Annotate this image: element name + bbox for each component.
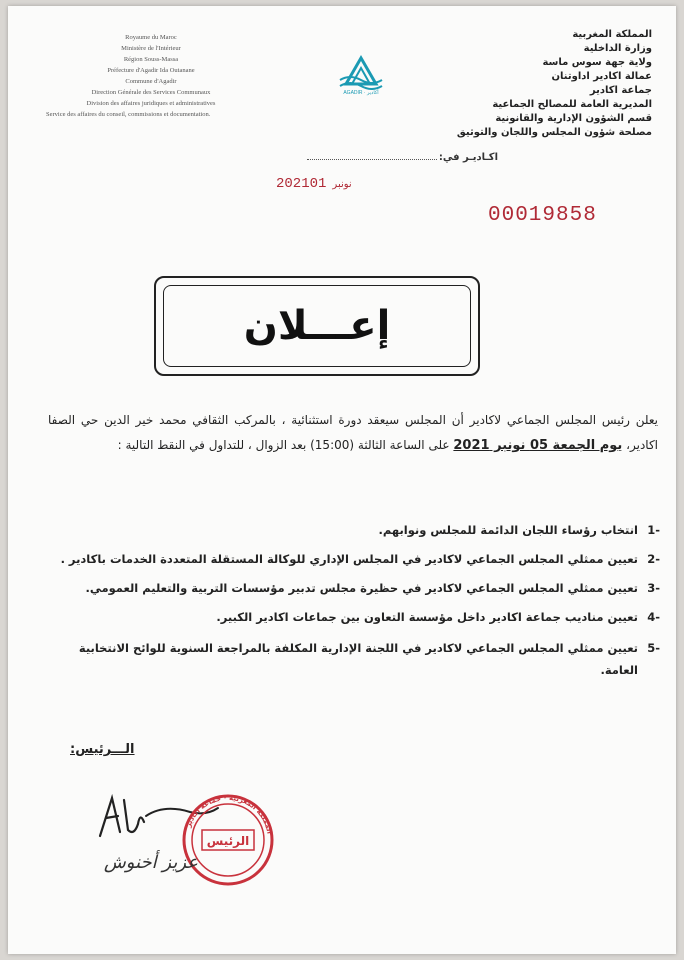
letterhead-line: Région Souss-Massa: [123, 56, 179, 63]
agenda-item: [60, 579, 660, 597]
letterhead-line: المديرية العامة للمصالح الجماعية: [492, 99, 652, 110]
meeting-date: يوم الجمعة 05 نونبر 2021: [453, 438, 623, 453]
letterhead-line: عمالة اكادير اداوتنان: [551, 71, 652, 82]
letterhead-line: المملكة المغربية: [572, 29, 652, 40]
letterhead-line: Royaume du Maroc: [125, 34, 177, 41]
agenda-list: [60, 521, 660, 692]
agenda-number: -3: [647, 581, 660, 595]
date-stamp: [276, 176, 396, 192]
body-text-2: على الساعة الثالثة (15:00) بعد الزوال ، للتداول في النقط التالية :: [117, 438, 454, 452]
date-blank: [307, 159, 437, 160]
letterhead-line: Commune d'Agadir: [125, 78, 177, 85]
agenda-text: انتخاب رؤساء اللجان الدائمة للمجلس ونوابهم.: [378, 523, 638, 537]
body-text-1: يعلن رئيس المجلس الجماعي لاكادير أن المجلس سيعقد دورة استثنائية ، بالمركب الثقافي محمد خير الدين حي الصفا اكادير،: [48, 413, 658, 452]
document-page: [8, 6, 676, 954]
french-letterhead: [46, 32, 256, 120]
agenda-text: تعيين ممثلي المجلس الجماعي لاكادير في حظيرة مجلس تدبير مؤسسات التربية والتعليم العمومي.: [85, 581, 638, 595]
date-stamp-day: 01: [309, 176, 327, 192]
agenda-number: -2: [647, 552, 660, 566]
agenda-text: تعيين ممثلي المجلس الجماعي لاكادير في المجلس الإداري للوكالة المستقلة المتعددة الخدمات باكادير .: [60, 552, 638, 566]
agenda-text: تعيين مناديب جماعة اكادير داخل مؤسسة التعاون بين جماعات اكادير الكبير.: [216, 610, 638, 624]
title-frame: [154, 276, 480, 376]
letterhead-line: وزارة الداخلية: [583, 43, 652, 54]
page-title: إعـــلان: [243, 303, 391, 349]
president-label: الـــرئيس:: [70, 742, 135, 757]
letterhead-line: Préfecture d'Agadir Ida Outanane: [107, 67, 195, 74]
agenda-number: -5: [647, 641, 660, 655]
city-label: اكـاديـر في:: [438, 152, 498, 163]
signer-name: عزيز أخنوش: [103, 852, 198, 873]
letterhead-line: Division des affaires juridiques et administratives: [86, 100, 216, 107]
agenda-text: تعيين ممثلي المجلس الجماعي لاكادير في اللجنة الإدارية المكلفة بالمراجعة السنوية للوائح الانتخابية العامة.: [78, 641, 638, 677]
city-date-line: [278, 152, 498, 163]
date-stamp-month: نونبر: [332, 179, 352, 190]
letterhead-line: مصلحة شؤون المجلس واللجان والتوثيق: [456, 127, 652, 138]
seal-center-text: الرئيس: [206, 834, 250, 848]
reference-number: 00019858: [488, 204, 597, 227]
logo-caption: AGADIR · أكادير: [343, 90, 379, 96]
agenda-item: [60, 608, 660, 626]
seal-ring-text: المملكة المغربية · جماعة اكادير: [184, 793, 274, 835]
letterhead-line: Direction Générale des Services Communaux: [91, 89, 211, 96]
official-seal: [180, 792, 276, 888]
agenda-item: [60, 521, 660, 539]
letterhead-line: ولاية جهة سوس ماسة: [542, 57, 652, 68]
agenda-item: [60, 550, 660, 568]
letterhead-line: جماعة اكادير: [589, 85, 652, 96]
announcement-body: [48, 408, 658, 458]
agenda-number: -4: [647, 610, 660, 624]
title-frame-inner: [163, 285, 471, 367]
letterhead-line: Service des affaires du conseil, commissions et documentation.: [46, 111, 211, 118]
date-stamp-year: 2021: [276, 176, 310, 192]
letterhead-line: Ministère de l'Intérieur: [121, 45, 181, 52]
arabic-letterhead: [402, 28, 652, 140]
svg-text:المملكة المغربية · جماعة اكادي: [184, 794, 274, 835]
agenda-number: -1: [647, 523, 660, 537]
agadir-commune-logo-icon: [338, 50, 384, 90]
agenda-item: [60, 637, 660, 681]
letterhead-line: قسم الشؤون الإدارية والقانونية: [495, 113, 652, 124]
